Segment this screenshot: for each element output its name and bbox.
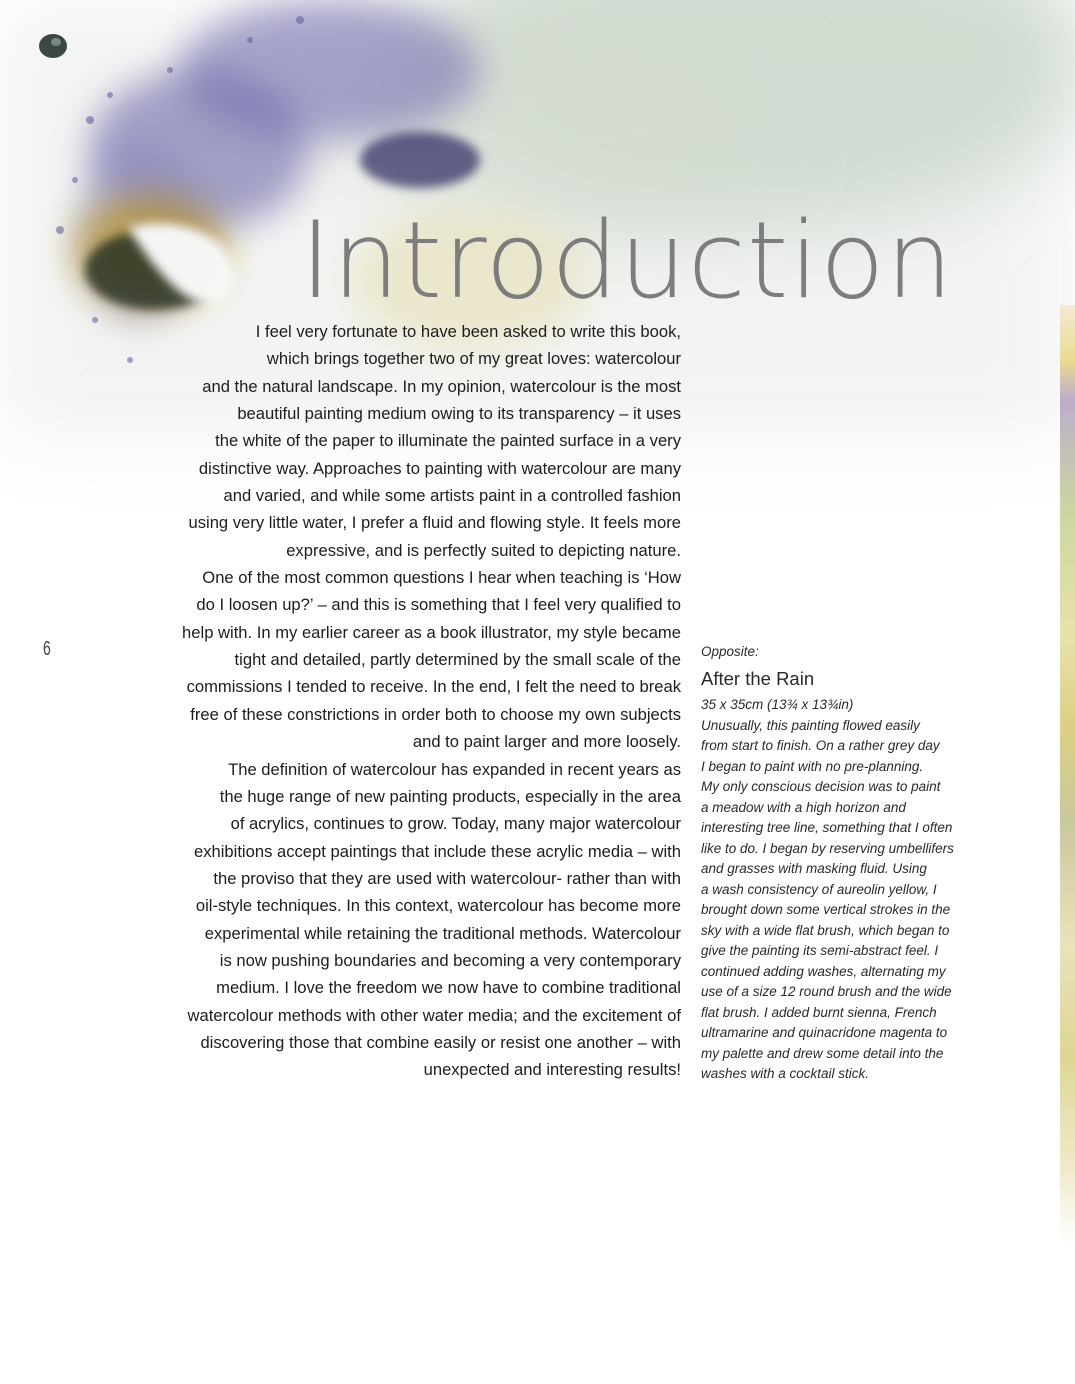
body-line: beautiful painting medium owing to its transparency – it uses — [237, 404, 681, 424]
body-line: One of the most common questions I hear when teaching is ‘How — [202, 568, 681, 588]
body-line: discovering those that combine easily or resist one another – with — [200, 1032, 681, 1052]
painting-caption — [701, 642, 971, 1085]
body-text — [160, 318, 681, 1084]
caption-line: I began to paint with no pre-planning. — [701, 758, 924, 774]
caption-line: ultramarine and quinacridone magenta to — [701, 1025, 948, 1040]
body-line: tight and detailed, partly determined by the small scale of the — [234, 650, 681, 670]
caption-line: give the painting its semi-abstract feel. I — [701, 943, 939, 958]
body-line: is now pushing boundaries and becoming a very contemporary — [219, 950, 681, 970]
body-line: unexpected and interesting results! — [423, 1060, 681, 1080]
body-line: which brings together two of my great loves: watercolour — [266, 349, 681, 369]
body-line: watercolour methods with other water media; and the excitement of — [187, 1005, 681, 1025]
body-line: the white of the paper to illuminate the painted surface in a very — [215, 431, 681, 451]
body-line: and the natural landscape. In my opinion, watercolour is the most — [202, 376, 681, 396]
caption-line: a wash consistency of aureolin yellow, I — [701, 881, 937, 897]
caption-line: Unusually, this painting flowed easily — [701, 717, 920, 733]
body-line: exhibitions accept paintings that include these acrylic media – with — [193, 841, 681, 861]
body-line: oil-style techniques. In this context, watercolour has become more — [195, 896, 681, 916]
caption-dimensions: 35 x 35cm (13¾ x 13¾in) — [701, 697, 854, 712]
body-line: the proviso that they are used with watercolour- rather than with — [213, 868, 681, 888]
caption-line: interesting tree line, something that I often — [701, 820, 953, 835]
caption-line: use of a size 12 round brush and the wide — [701, 984, 952, 999]
caption-line: my palette and drew some detail into the — [701, 1045, 944, 1061]
painting-edge-strip — [1060, 305, 1075, 1245]
caption-line: from start to finish. On a rather grey day — [701, 738, 940, 753]
body-line: free of these constrictions in order both to choose my own subjects — [190, 704, 681, 724]
caption-line: continued adding washes, alternating my — [701, 963, 946, 979]
caption-line: a meadow with a high horizon and — [701, 799, 906, 815]
body-line: and varied, and while some artists paint in a controlled fashion — [223, 486, 681, 506]
caption-line: washes with a cocktail stick. — [701, 1066, 870, 1081]
body-line: using very little water, I prefer a fluid and flowing style. It feels more — [188, 513, 681, 533]
page-title: Introduction — [300, 199, 954, 322]
caption-line: My only conscious decision was to paint — [701, 779, 941, 794]
body-line: expressive, and is perfectly suited to depicting nature. — [286, 540, 681, 560]
body-line: do I loosen up?’ – and this is something that I feel very qualified to — [196, 595, 681, 615]
caption-line: like to do. I began by reserving umbellifers — [701, 840, 954, 856]
caption-line: sky with a wide flat brush, which began to — [701, 922, 950, 938]
body-line: of acrylics, continues to grow. Today, many major watercolour — [230, 814, 681, 834]
body-line: I feel very fortunate to have been asked to write this book, — [255, 322, 681, 341]
caption-line: brought down some vertical strokes in the — [701, 902, 951, 917]
caption-label: Opposite: — [701, 644, 759, 659]
page-number: 6 — [43, 638, 51, 660]
body-line: medium. I love the freedom we now have to combine traditional — [216, 978, 681, 998]
body-line: distinctive way. Approaches to painting with watercolour are many — [198, 458, 681, 478]
body-line: the huge range of new painting products, especially in the area — [219, 786, 681, 806]
body-line: commissions I tended to receive. In the end, I felt the need to break — [186, 677, 681, 697]
body-line: experimental while retaining the traditional methods. Watercolour — [204, 923, 681, 943]
caption-title: After the Rain — [701, 668, 815, 689]
caption-line: flat brush. I added burnt sienna, French — [701, 1004, 937, 1020]
body-line: The definition of watercolour has expanded in recent years as — [228, 759, 681, 779]
caption-line: and grasses with masking fluid. Using — [701, 861, 927, 876]
body-line: and to paint larger and more loosely. — [412, 732, 681, 752]
body-line: help with. In my earlier career as a book illustrator, my style became — [182, 622, 681, 642]
